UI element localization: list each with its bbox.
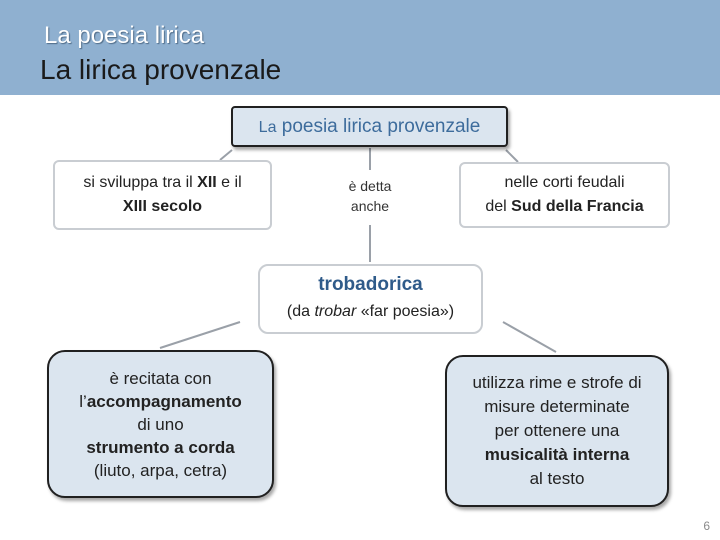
corti-text-del: del	[485, 198, 512, 215]
connector-trobadorica-to-rime	[503, 322, 556, 352]
corti-text-sud: Sud della Francia	[511, 198, 644, 215]
corti-line-2	[485, 195, 643, 219]
detta-line-2: anche	[350, 198, 390, 214]
node-title-line	[259, 116, 481, 138]
node-main-label: poesia lirica provenzale	[281, 115, 481, 137]
recitata-apostrophe: l’	[79, 391, 87, 411]
connector-top-to-secolo	[220, 150, 232, 160]
etymology-open: (da	[286, 303, 315, 320]
node-prefix: La	[258, 118, 277, 136]
recitata-strumento: strumento a corda	[86, 437, 235, 457]
recitata-line-2	[79, 390, 242, 413]
rime-line-1: utilizza rime e strofe di	[472, 373, 642, 392]
connector-trobadorica-to-recitata	[160, 322, 240, 348]
trobadorica-term: trobadorica	[318, 274, 423, 295]
rime-musicalita: musicalità interna	[484, 445, 630, 464]
recitata-line-3: di uno	[137, 414, 184, 434]
secolo-text-c: e il	[216, 174, 242, 191]
recitata-line-1: è recitata con	[109, 368, 212, 388]
node-poesia-lirica-provenzale	[231, 106, 508, 147]
detta-line-1: è detta	[348, 178, 392, 194]
recitata-line-4	[86, 436, 234, 459]
recitata-accompagnamento: accompagnamento	[86, 391, 242, 411]
rime-line-4	[485, 443, 630, 467]
node-secolo	[53, 160, 272, 230]
recitata-line-5: (liuto, arpa, cetra)	[93, 460, 228, 480]
corti-line-1: nelle corti feudali	[504, 174, 625, 191]
etymology-meaning: «far poesia»)	[356, 303, 455, 320]
connector-top-to-corti	[506, 150, 518, 162]
secolo-text-xii: XII	[197, 174, 217, 191]
header-kicker: La poesia lirica	[44, 22, 205, 49]
etymology-word: trobar	[314, 303, 357, 320]
secolo-line-1	[83, 171, 241, 195]
rime-line-2: misure determinate	[484, 397, 630, 416]
secolo-line-2	[123, 195, 202, 219]
secolo-text-a: si sviluppa tra il	[83, 174, 198, 191]
node-trobadorica	[258, 264, 483, 334]
rime-line-3: per ottenere una	[494, 421, 620, 440]
secolo-text-xiii: XIII secolo	[122, 198, 203, 215]
node-recitata	[47, 350, 274, 498]
node-detta-anche	[325, 170, 415, 222]
node-rime-strofe	[445, 355, 669, 507]
node-corti-feudali	[459, 162, 670, 228]
page-number: 6	[703, 519, 710, 533]
slide-title: La lirica provenzale	[40, 54, 282, 85]
rime-line-5: al testo	[529, 469, 585, 488]
trobadorica-etymology	[287, 298, 454, 326]
